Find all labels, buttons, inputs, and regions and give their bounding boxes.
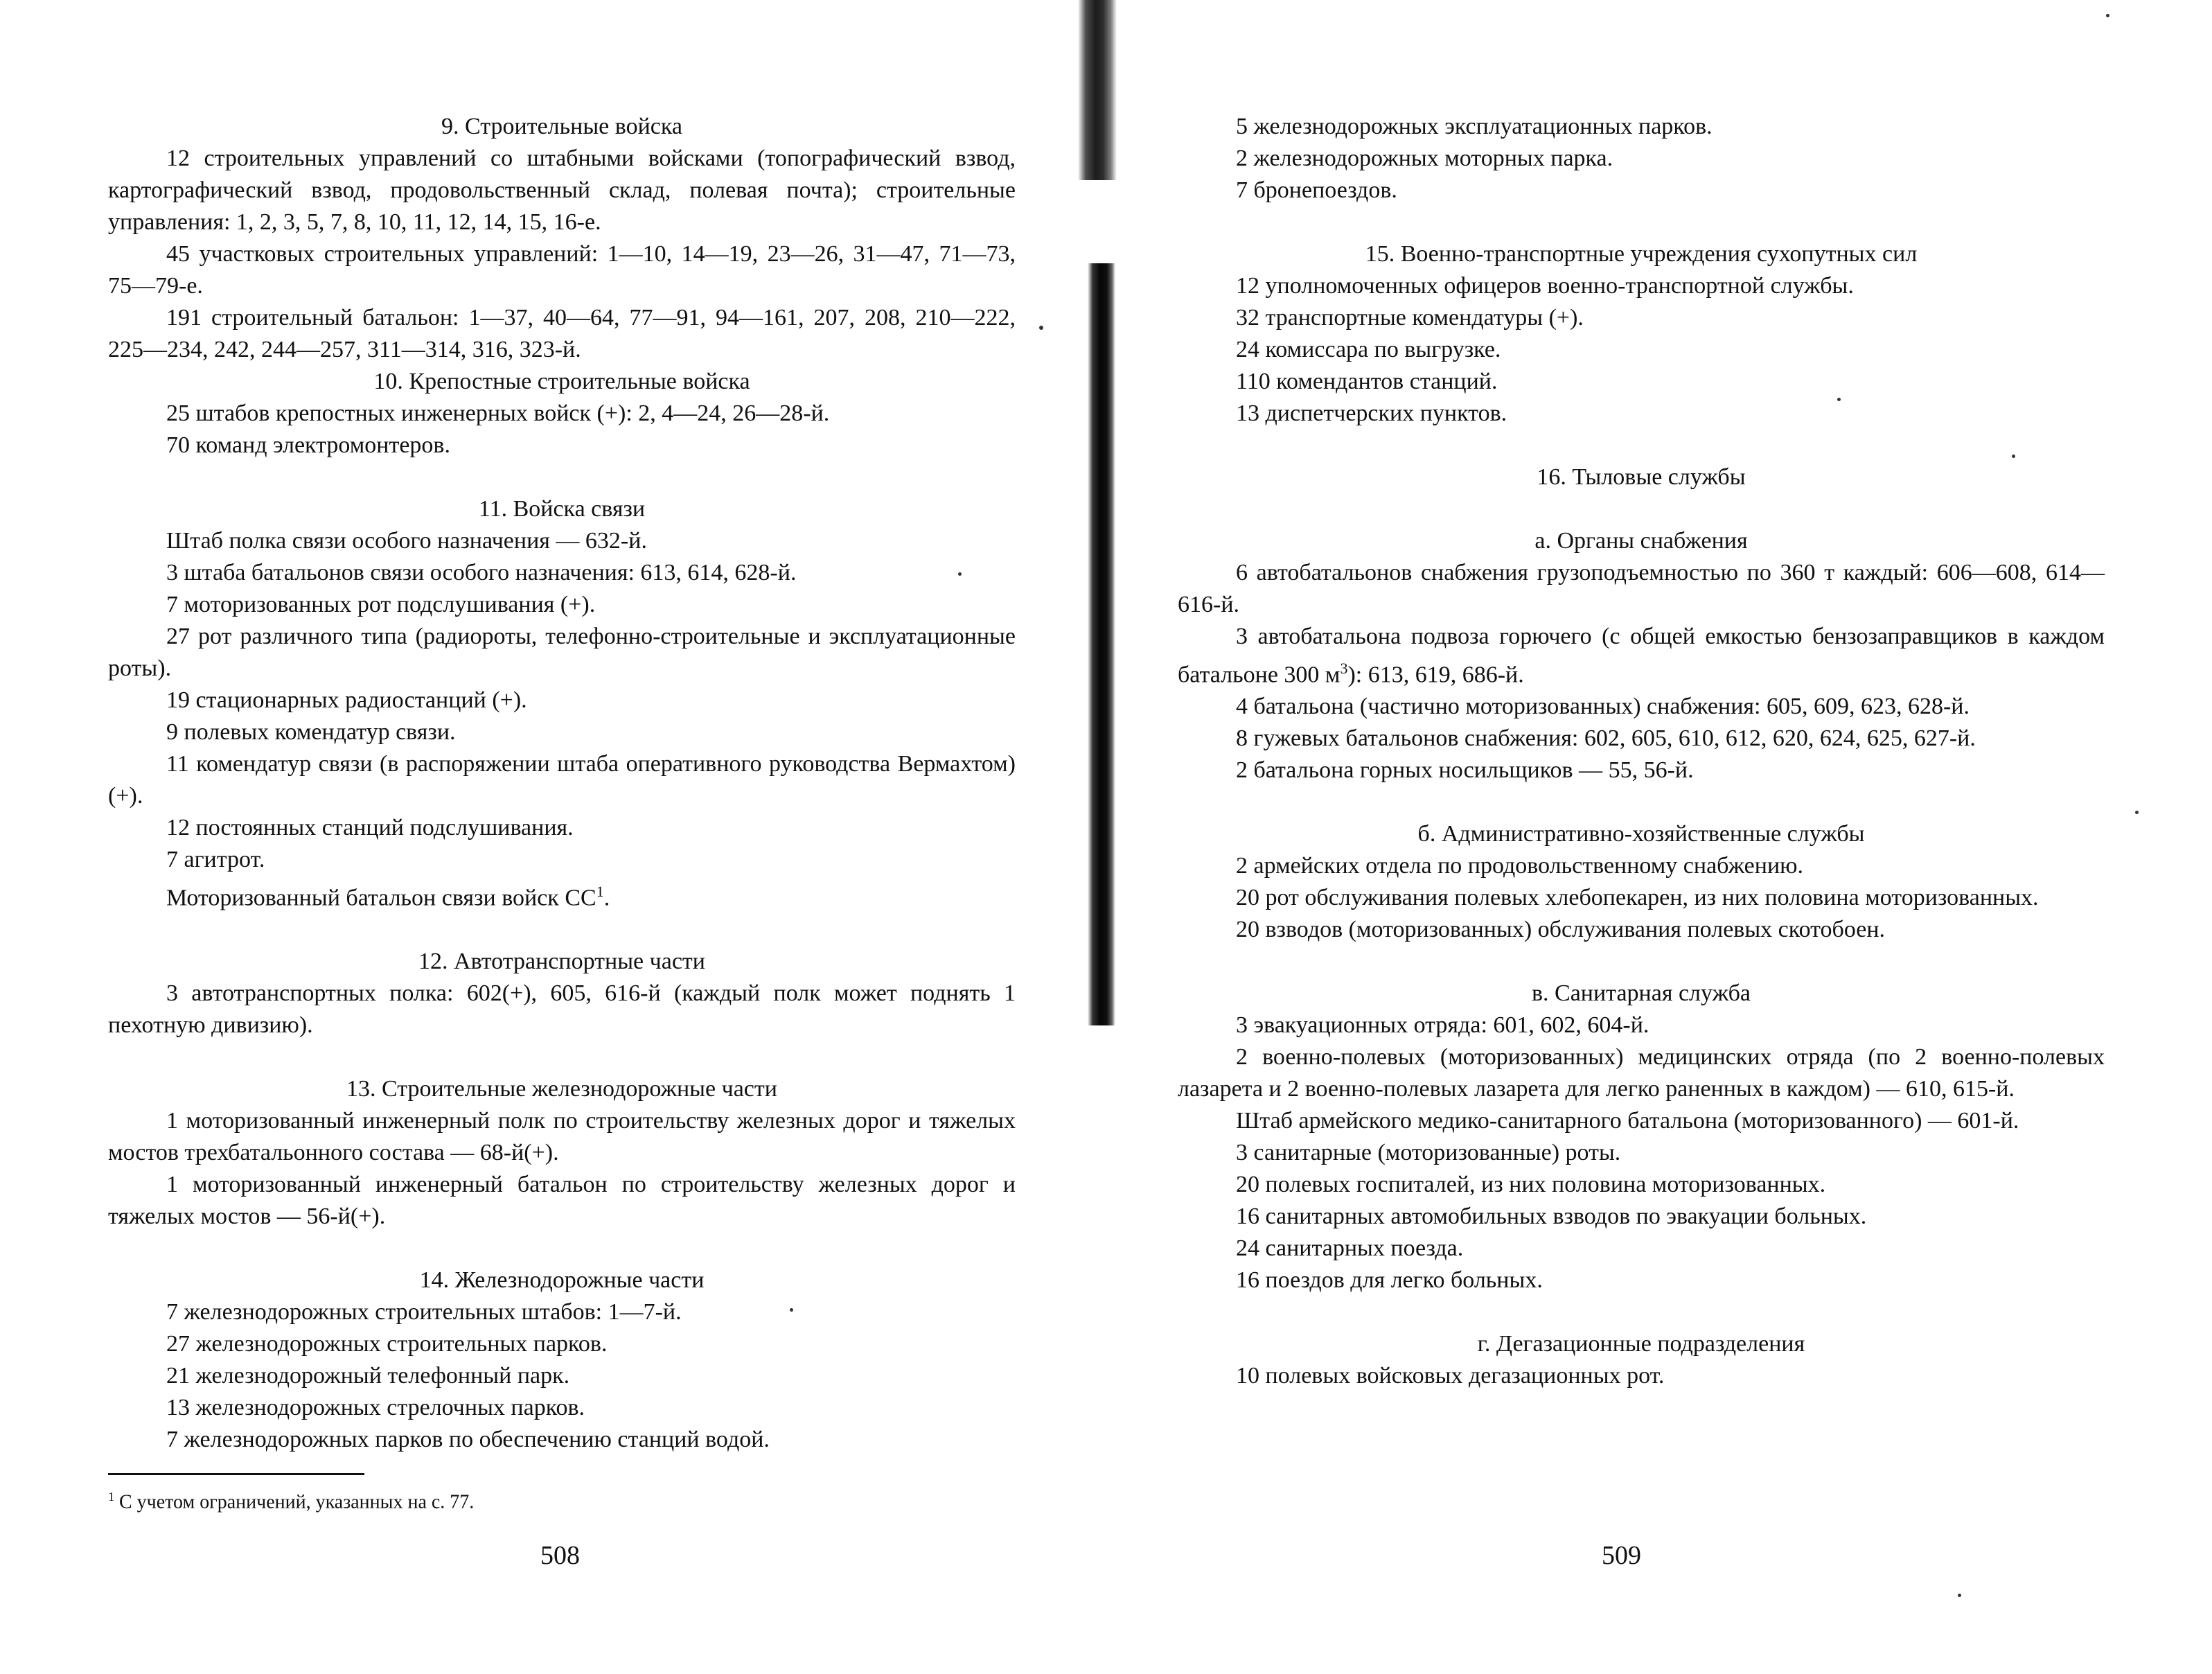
paragraph <box>108 1392 1016 1424</box>
paragraph <box>1178 1010 2105 1041</box>
paragraph <box>108 143 1016 238</box>
paragraph <box>1178 691 2105 723</box>
paragraph-text: Штаб армейского медико-санитарного батальона (моторизованного) — 601-й. <box>1236 1108 2019 1134</box>
paragraph <box>1178 366 2105 398</box>
paragraph-text: Штаб полка связи особого назначения — 632-й. <box>166 528 647 554</box>
paragraph-text: 45 участковых строительных управлений: 1—10, 14—19, 23—26, 31—47, 71—73, 75—79-е. <box>108 241 1016 299</box>
section-heading <box>1178 1328 2105 1360</box>
paragraph <box>108 978 1016 1041</box>
paragraph <box>108 398 1016 430</box>
right-page <box>1131 0 2212 1674</box>
section-heading <box>108 1265 1016 1296</box>
paragraph <box>108 621 1016 685</box>
paragraph <box>108 1105 1016 1169</box>
paragraph-text: г. Дегазационные подразделения <box>1477 1331 1805 1357</box>
paragraph-text: 2 военно-полевых (моторизованных) медицинских отряда (по 2 военно-полевых лазарета и 2 военно-полевых лазарета для легко раненных в каждом) — 610, 615-й. <box>1178 1044 2105 1102</box>
paragraph-text: 32 транспортные комендатуры (+). <box>1236 305 1584 331</box>
paragraph <box>1178 334 2105 366</box>
paragraph <box>108 685 1016 716</box>
paragraph <box>108 1424 1016 1456</box>
paragraph <box>1178 1105 2105 1137</box>
paragraph <box>108 238 1016 302</box>
paragraph-text: 1 моторизованный инженерный полк по строительству железных дорог и тяжелых мостов трехбатальонного состава — 68-й(+). <box>108 1108 1016 1166</box>
paragraph-gap <box>1178 1296 2105 1328</box>
paragraph-text: 16 поездов для легко больных. <box>1236 1267 1543 1294</box>
paragraph <box>108 1296 1016 1328</box>
paragraph-gap <box>1178 493 2105 525</box>
section-heading <box>1178 461 2105 493</box>
paragraph-text: 27 железнодорожных строительных парков. <box>166 1331 608 1357</box>
section-heading <box>1178 525 2105 557</box>
paragraph <box>108 716 1016 748</box>
footnote-mark: 1 <box>108 1490 114 1504</box>
paragraph-text: 13. Строительные железнодорожные части <box>346 1076 777 1102</box>
scan-speck <box>2012 455 2015 458</box>
paragraph <box>108 876 1016 914</box>
paragraph-text: 12. Автотранспортные части <box>418 949 705 975</box>
book-spine-shadow <box>1088 263 1115 1025</box>
paragraph-text: 10. Крепостные строительные войска <box>373 369 750 394</box>
paragraph-text: 3 штаба батальонов связи особого назначения: 613, 614, 628-й. <box>166 560 797 585</box>
book-spine-shadow-top <box>1078 0 1117 180</box>
section-heading <box>108 1073 1016 1105</box>
paragraph-text: 20 полевых госпиталей, из них половина моторизованных. <box>1236 1172 1826 1198</box>
paragraph-text: в. Санитарная служба <box>1531 980 1751 1007</box>
paragraph <box>1178 1360 2105 1392</box>
paragraph-text: 16. Тыловые службы <box>1537 464 1746 490</box>
paragraph-text: 1 моторизованный инженерный батальон по строительству железных дорог и тяжелых мостов — 56-й(+). <box>108 1172 1016 1230</box>
paragraph-text: 19 стационарных радиостанций (+). <box>166 687 527 713</box>
paragraph-text: 24 комиссара по выгрузке. <box>1236 337 1501 362</box>
paragraph-text: 15. Военно-транспортные учреждения сухопутных сил <box>1365 241 1918 267</box>
paragraph-tail: ): 613, 619, 686-й. <box>1347 662 1524 688</box>
superscript: 1 <box>596 883 604 900</box>
paragraph-gap <box>108 1041 1016 1073</box>
paragraph-gap <box>1178 786 2105 818</box>
paragraph-text: 27 рот различного типа (радиороты, телефонно-строительные и эксплуатационные роты). <box>108 624 1016 681</box>
paragraph <box>1178 557 2105 621</box>
paragraph <box>1178 621 2105 691</box>
scan-speck <box>1958 1594 1961 1597</box>
paragraph-text: 70 команд электромонтеров. <box>166 432 450 458</box>
paragraph-text: а. Органы снабжения <box>1534 528 1748 554</box>
scan-speck <box>1039 326 1043 330</box>
paragraph-gap <box>1178 430 2105 461</box>
paragraph <box>1178 1041 2105 1105</box>
paragraph-text: 20 взводов (моторизованных) обслуживания полевых скотобоен. <box>1236 917 1886 943</box>
footnote <box>108 1484 474 1515</box>
paragraph-text: 11 комендатур связи (в распоряжении штаба оперативного руководства Вермахтом) (+). <box>108 751 1016 809</box>
paragraph <box>1178 755 2105 786</box>
paragraph-text: 3 эвакуационных отряда: 601, 602, 604-й. <box>1236 1012 1649 1039</box>
paragraph-gap <box>108 461 1016 493</box>
section-heading <box>1178 238 2105 270</box>
page-number-right: 509 <box>1602 1541 1641 1570</box>
paragraph-text: 2 батальона горных носильщиков — 55, 56-й. <box>1236 757 1694 784</box>
left-page <box>0 0 1081 1674</box>
section-heading <box>1178 818 2105 850</box>
paragraph <box>108 1360 1016 1392</box>
paragraph <box>1178 1169 2105 1201</box>
paragraph <box>1178 723 2105 755</box>
paragraph <box>108 525 1016 557</box>
paragraph-text: 14. Железнодорожные части <box>419 1267 705 1294</box>
paragraph-text: 20 рот обслуживания полевых хлебопекарен, из них половина моторизованных. <box>1236 885 2039 911</box>
scan-speck <box>2106 14 2109 17</box>
paragraph-text: 9. Строительные войска <box>441 114 682 139</box>
paragraph <box>1178 1137 2105 1169</box>
paragraph-gap <box>108 1233 1016 1265</box>
paragraph-text: 12 уполномоченных офицеров военно-транспортной службы. <box>1236 273 1854 299</box>
paragraph-text: 7 железнодорожных строительных штабов: 1—7-й. <box>166 1299 682 1325</box>
paragraph <box>108 589 1016 621</box>
paragraph <box>108 557 1016 589</box>
paragraph <box>1178 1233 2105 1265</box>
paragraph-text: 3 автобатальона подвоза горючего (с общей емкостью бензозаправщиков в каждом батальоне 300 м <box>1178 624 2105 688</box>
paragraph <box>108 430 1016 461</box>
paragraph <box>1178 302 2105 334</box>
paragraph-text: 25 штабов крепостных инженерных войск (+): 2, 4—24, 26—28-й. <box>166 400 830 426</box>
paragraph-text: 2 железнодорожных моторных парка. <box>1236 146 1613 171</box>
footnote-text: С учетом ограничений, указанных на с. 77. <box>119 1491 475 1513</box>
section-heading <box>108 366 1016 398</box>
paragraph-text: 5 железнодорожных эксплуатационных парков. <box>1236 114 1713 139</box>
paragraph-text: 24 санитарных поезда. <box>1236 1235 1464 1262</box>
scan-speck <box>2135 811 2139 814</box>
superscript: 3 <box>1340 660 1348 677</box>
paragraph <box>1178 111 2105 143</box>
paragraph-text: 16 санитарных автомобильных взводов по эвакуации больных. <box>1236 1204 1867 1230</box>
section-heading <box>1178 978 2105 1010</box>
paragraph-text: 3 автотранспортных полка: 602(+), 605, 616-й (каждый полк может поднять 1 пехотную дивизию). <box>108 980 1016 1039</box>
paragraph-text: б. Административно-хозяйственные службы <box>1417 821 1865 847</box>
paragraph <box>1178 1201 2105 1233</box>
paragraph-gap <box>108 914 1016 946</box>
paragraph <box>1178 143 2105 175</box>
paragraph-text: 7 бронепоездов. <box>1236 177 1397 203</box>
paragraph <box>1178 398 2105 430</box>
paragraph-text: 2 армейских отдела по продовольственному снабжению. <box>1236 853 1804 879</box>
section-heading <box>108 111 1016 143</box>
paragraph-text: 110 комендантов станций. <box>1236 369 1498 394</box>
paragraph-text: 12 постоянных станций подслушивания. <box>166 815 574 840</box>
paragraph-text: 6 автобатальонов снабжения грузоподъемностью по 360 т каждый: 606—608, 614—616-й. <box>1178 560 2105 617</box>
paragraph-gap <box>1178 946 2105 978</box>
section-heading <box>108 493 1016 525</box>
paragraph <box>1178 1265 2105 1296</box>
paragraph-text: 4 батальона (частично моторизованных) снабжения: 605, 609, 623, 628-й. <box>1236 694 1970 720</box>
paragraph <box>108 1328 1016 1360</box>
paragraph-text: 21 железнодорожный телефонный парк. <box>166 1363 570 1389</box>
paragraph <box>108 302 1016 366</box>
paragraph-text: 191 строительный батальон: 1—37, 40—64, 77—91, 94—161, 207, 208, 210—222, 225—234, 242, 244—257, 311—314, 316, 323-й. <box>108 305 1016 362</box>
paragraph-text: 8 гужевых батальонов снабжения: 602, 605, 610, 612, 620, 624, 625, 627-й. <box>1236 725 1976 752</box>
paragraph-text: 7 моторизованных рот подслушивания (+). <box>166 592 596 617</box>
paragraph-text: 11. Войска связи <box>478 496 646 522</box>
paragraph-text: 3 санитарные (моторизованные) роты. <box>1236 1140 1621 1166</box>
paragraph-text: 13 диспетчерских пунктов. <box>1236 400 1507 426</box>
right-page-text <box>1178 111 2105 1392</box>
paragraph <box>1178 914 2105 946</box>
paragraph <box>1178 270 2105 302</box>
scan-speck <box>790 1308 793 1312</box>
page-number-left: 508 <box>540 1541 580 1570</box>
paragraph-text: 13 железнодорожных стрелочных парков. <box>166 1395 585 1421</box>
paragraph <box>108 748 1016 812</box>
paragraph <box>108 1169 1016 1233</box>
paragraph-text: 12 строительных управлений со штабными войсками (топографический взвод, картографический взвод, продовольственный склад, полевая почта); строительные управления: 1, 2, 3, 5, 7, 8, 10, 11, 12, 14, 15, 16-е. <box>108 146 1016 235</box>
left-page-text <box>108 111 1016 1456</box>
paragraph-text: Моторизованный батальон связи войск СС <box>166 885 596 911</box>
paragraph <box>1178 882 2105 914</box>
scan-speck <box>958 572 962 576</box>
scan-speck <box>1837 398 1841 401</box>
paragraph-text: 9 полевых комендатур связи. <box>166 719 456 745</box>
paragraph-gap <box>1178 206 2105 238</box>
section-heading <box>108 946 1016 978</box>
footnote-rule <box>108 1473 364 1475</box>
paragraph-text: 7 железнодорожных парков по обеспечению станций водой. <box>166 1427 770 1453</box>
paragraph <box>1178 850 2105 882</box>
paragraph-text: 10 полевых войсковых дегазационных рот. <box>1236 1363 1665 1389</box>
paragraph-text: 7 агитрот. <box>166 847 265 872</box>
paragraph <box>108 812 1016 844</box>
paragraph <box>1178 175 2105 206</box>
paragraph-tail: . <box>603 885 610 911</box>
paragraph <box>108 844 1016 876</box>
